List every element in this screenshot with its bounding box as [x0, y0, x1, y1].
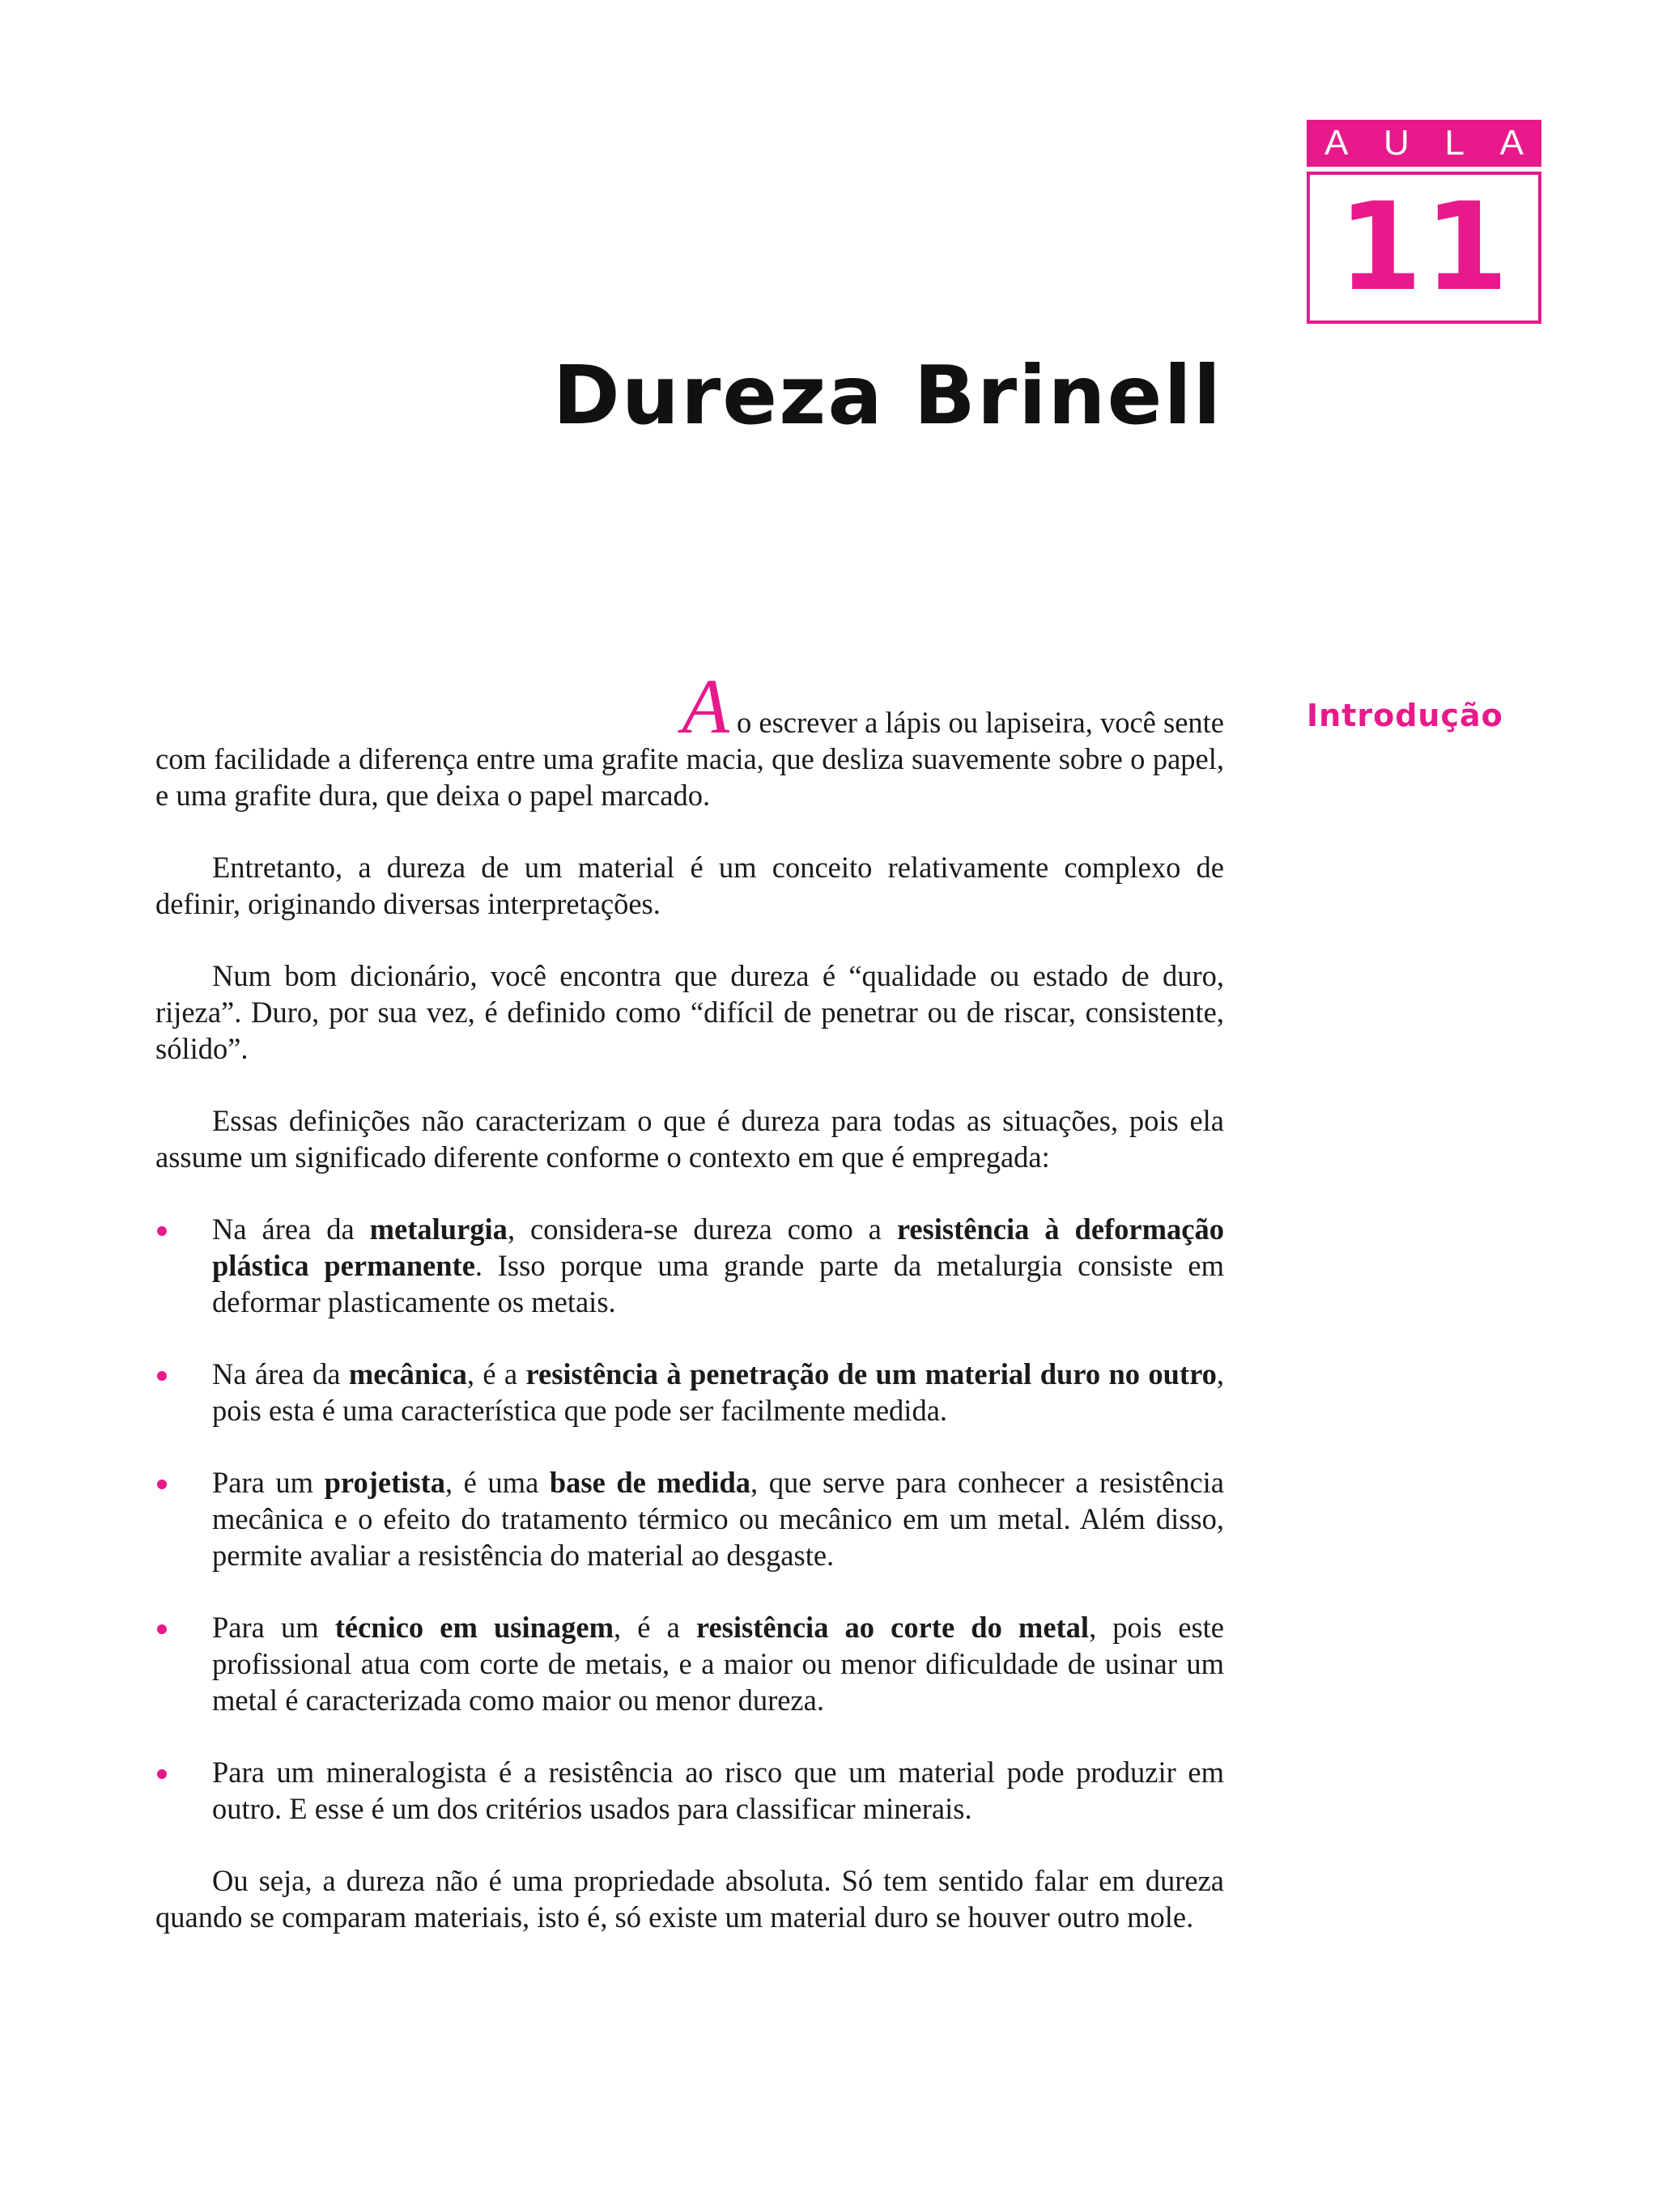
lesson-label-letter: U [1384, 123, 1409, 163]
paragraph: Essas definições não caracterizam o que é dureza para todas as situações, pois ela assume um significado diferente conforme o contexto em que é empregada: [155, 1104, 1224, 1174]
list-item-text: , considera-se dureza como a [507, 1212, 897, 1246]
drop-cap: A [682, 663, 729, 749]
bullet-icon [157, 1371, 167, 1381]
list-item-bold: técnico em usinagem [334, 1611, 614, 1644]
list-item-bold: projetista [324, 1466, 445, 1499]
intro-rest-text: com facilidade a diferença entre uma grafite macia, que desliza suavemente sobre o papel, e uma grafite dura, que deixa o papel marcado. [155, 742, 1224, 812]
lesson-badge [1307, 120, 1541, 324]
lesson-label-letter: L [1444, 123, 1465, 163]
list-item-text: Na área da [212, 1212, 370, 1246]
bullet-icon [157, 1624, 167, 1634]
list-item-text: Para um [212, 1466, 325, 1499]
list-item-text: , é a [466, 1357, 526, 1390]
list-item-bold: resistência à penetração de um material duro no outro [525, 1357, 1217, 1390]
list-item-text: Para um [212, 1611, 335, 1644]
list-item-bold: resistência à deformação plástica permanente [212, 1212, 1224, 1282]
list-item [155, 1211, 1224, 1320]
list-item-text: , que serve para conhecer a resistência mecânica e o efeito do tratamento térmico ou mecânico em um metal. Além disso, permite avaliar a resistência do material ao desgaste. [212, 1466, 1224, 1572]
section-label: Introdução [1307, 698, 1503, 733]
bullet-list [155, 1211, 1224, 1827]
list-item-text: , é uma [444, 1466, 550, 1499]
list-item-bold: metalurgia [369, 1212, 508, 1246]
paragraph: Num bom dicionário, você encontra que dureza é “qualidade ou estado de duro, rijeza”. Duro, por sua vez, é definido como “difícil de penetrar ou de riscar, consistente, sólido”. [155, 959, 1224, 1065]
list-item-text: , pois este profissional atua com corte de metais, e a maior ou menor dificuldade de usinar um metal é caracterizada como maior ou menor dureza. [212, 1611, 1225, 1717]
intro-first-line-text: o escrever a lápis ou lapiseira, você sente [737, 706, 1224, 739]
lesson-number: 11 [1307, 172, 1541, 324]
bullet-icon [157, 1226, 167, 1236]
lesson-label-letter: A [1499, 123, 1524, 163]
lesson-label [1307, 120, 1541, 167]
list-item-text: Para um mineralogista é a resistência ao risco que um material pode produzir em outro. E esse é um dos critérios usados para classificar minerais. [212, 1756, 1224, 1825]
list-item-bold: resistência ao corte do metal [695, 1611, 1090, 1644]
list-item [155, 1464, 1224, 1573]
list-item-text: , é a [614, 1611, 696, 1644]
list-item-text: Na área da [212, 1357, 349, 1390]
list-item [155, 1754, 1224, 1827]
list-item-bold: mecânica [348, 1357, 467, 1390]
list-item-text: . Isso porque uma grande parte da metalurgia consiste em deformar plasticamente os metais. [212, 1249, 1225, 1318]
list-item-bold: base de medida [549, 1466, 751, 1499]
closing-paragraph: Ou seja, a dureza não é uma propriedade absoluta. Só tem sentido falar em dureza quando se comparam materiais, isto é, só existe um material duro se houver outro mole. [155, 1864, 1224, 1934]
intro-first-line [155, 663, 1224, 749]
list-item-text: , pois esta é uma característica que pode ser facilmente medida. [212, 1357, 1224, 1427]
body-text [155, 663, 1225, 1971]
page-title: Dureza Brinell [552, 348, 1222, 443]
paragraph: Entretanto, a dureza de um material é um conceito relativamente complexo de definir, originando diversas interpretações. [155, 851, 1224, 920]
bullet-icon [157, 1480, 167, 1489]
list-item [155, 1356, 1224, 1429]
intro-paragraph [155, 663, 1224, 813]
lesson-label-letter: A [1324, 123, 1349, 163]
bullet-icon [157, 1769, 167, 1779]
list-item [155, 1609, 1224, 1718]
